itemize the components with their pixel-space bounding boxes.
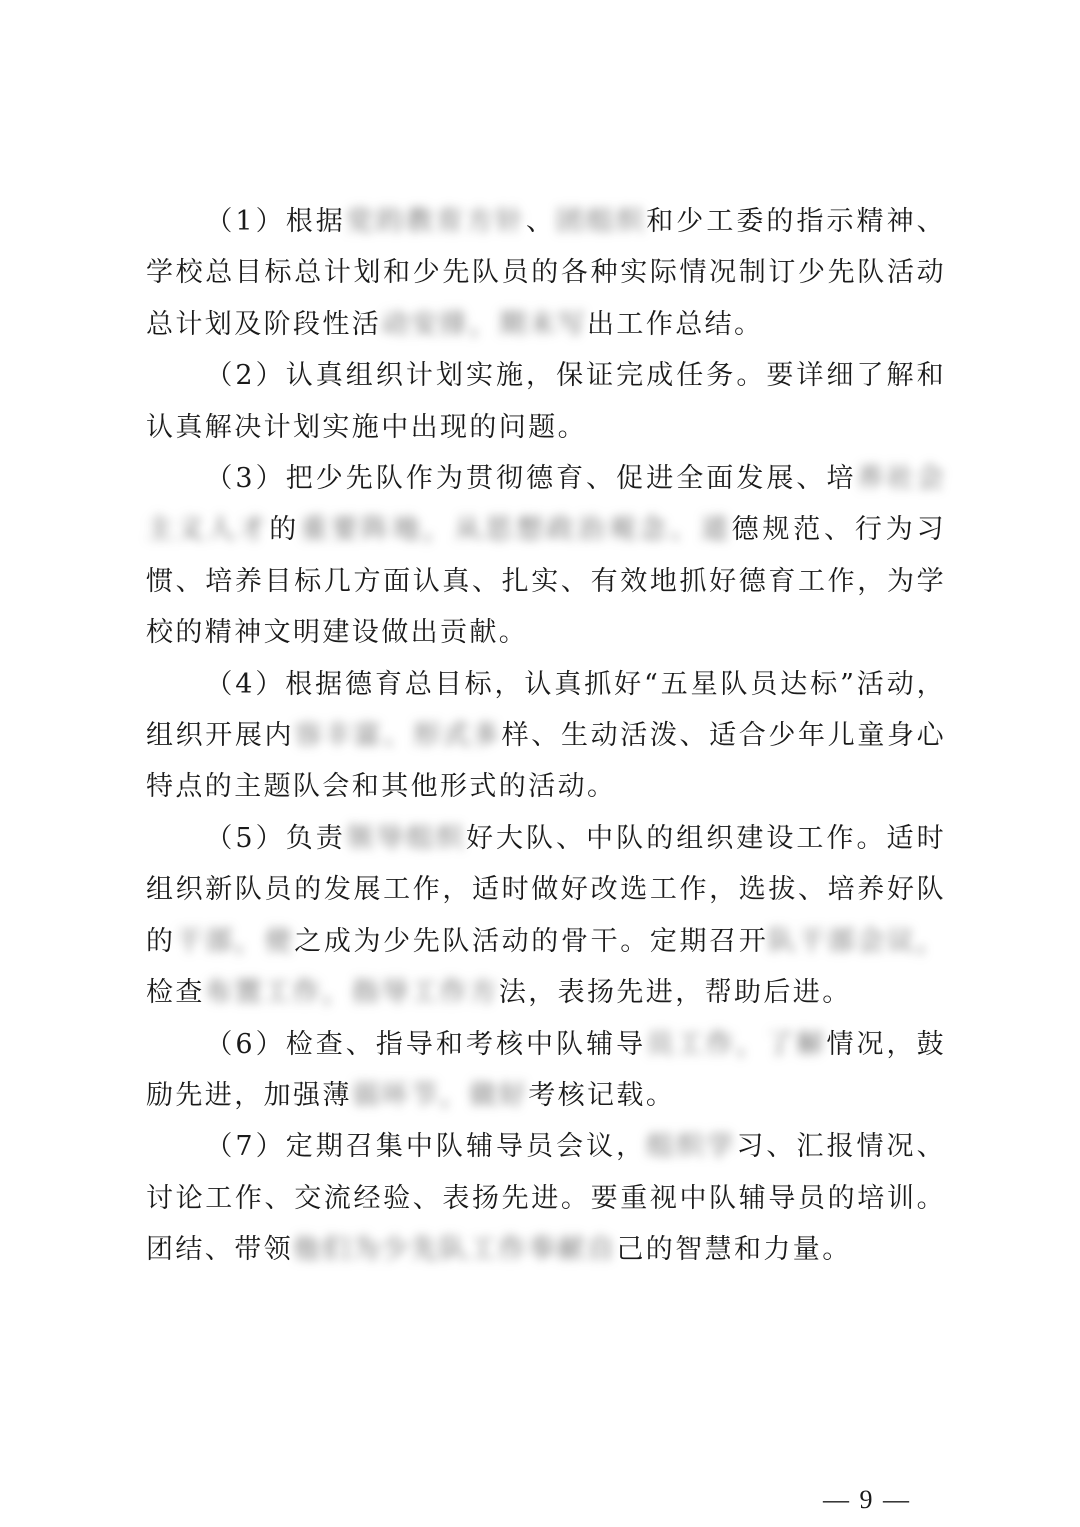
paragraph-text: 法，表扬先进，帮助后进。 [498, 977, 852, 1009]
paragraph-text: （3）把少先队作为贯彻德育、促进全面发展、培 [205, 463, 857, 495]
redacted-text: 党的教育方针 [345, 206, 527, 237]
body-paragraph [146, 196, 946, 350]
paragraph-text: （4）根据德育总目标，认真抓好“五星队员达标”活动，组织开展内 [146, 668, 946, 752]
redacted-text: 组织学 [646, 1131, 737, 1163]
paragraph-text: 之成为少先队活动的骨干。定期召开 [294, 925, 769, 957]
paragraph-text: （1）根据 [205, 206, 346, 237]
redacted-text: 领导组织 [345, 822, 466, 854]
redacted-text: 团组织 [556, 206, 647, 237]
paragraph-text: （6）检查、指导和考核中队辅导 [205, 1028, 647, 1060]
redacted-text: 队干部会议， [768, 925, 946, 957]
body-paragraph [146, 350, 946, 453]
body-paragraph [146, 453, 946, 659]
paragraph-text: （2）认真组织计划实施，保证完成任务。要详细了解和认真解决计划实施中出现的问题。 [146, 360, 946, 443]
paragraph-text: （7）定期召集中队辅导员会议， [205, 1131, 647, 1163]
redacted-text: 干部，使 [175, 925, 295, 957]
redacted-text: 弱环节，做好 [351, 1079, 529, 1111]
body-paragraph [146, 813, 946, 1019]
paragraph-text: 、 [526, 206, 557, 237]
redacted-text: 动安排，期末写 [381, 308, 588, 340]
body-paragraph [146, 659, 946, 813]
redacted-text: 养社会主义人才 [146, 463, 947, 546]
paragraph-text: 检查 [146, 977, 205, 1009]
paragraph-text: 习、汇报情况、讨论工作、交流经验、表扬先进。要重视中队辅导员的培训。团结、带领 [146, 1131, 946, 1266]
redacted-text: 他们为少先队工作奉献自 [293, 1234, 617, 1266]
document-body [146, 196, 946, 1276]
paragraph-text: 和少工委的指示精神、学校总目标总计划和少先队员的各种实际情况制订少先队活动总计划及阶段性活 [146, 206, 947, 340]
body-paragraph [146, 1121, 946, 1275]
paragraph-text: 考核记载。 [528, 1079, 676, 1111]
redacted-text: 容丰富、形式多 [294, 720, 502, 752]
redacted-text: 员工作，了解 [646, 1028, 827, 1060]
paragraph-text: 己的智慧和力量。 [616, 1234, 852, 1266]
paragraph-text: 出工作总结。 [587, 308, 764, 340]
redacted-text: 布置工作，指导工作方 [204, 977, 499, 1009]
redacted-text: 重要阵地，从思想政治观念、道 [300, 514, 732, 546]
paragraph-text: 的 [269, 514, 301, 546]
body-paragraph [146, 1019, 946, 1122]
paragraph-text: （5）负责 [205, 822, 346, 854]
paragraph-text: 德规范、行为习惯、培养目标几方面认真、扎实、有效地抓好德育工作，为学校的精神文明建设做出贡献。 [146, 514, 946, 649]
page-number: — 9 — [823, 1485, 911, 1514]
paragraph-text: 好大队、中队的组织建设工作。适时组织新队员的发展工作，适时做好改选工作，选拔、培养好队的 [146, 822, 946, 957]
paragraph-text: 情况，鼓励先进，加强薄 [146, 1028, 946, 1111]
paragraph-text: 样、生动活泼、适合少年儿童身心特点的主题队会和其他形式的活动。 [146, 720, 947, 803]
